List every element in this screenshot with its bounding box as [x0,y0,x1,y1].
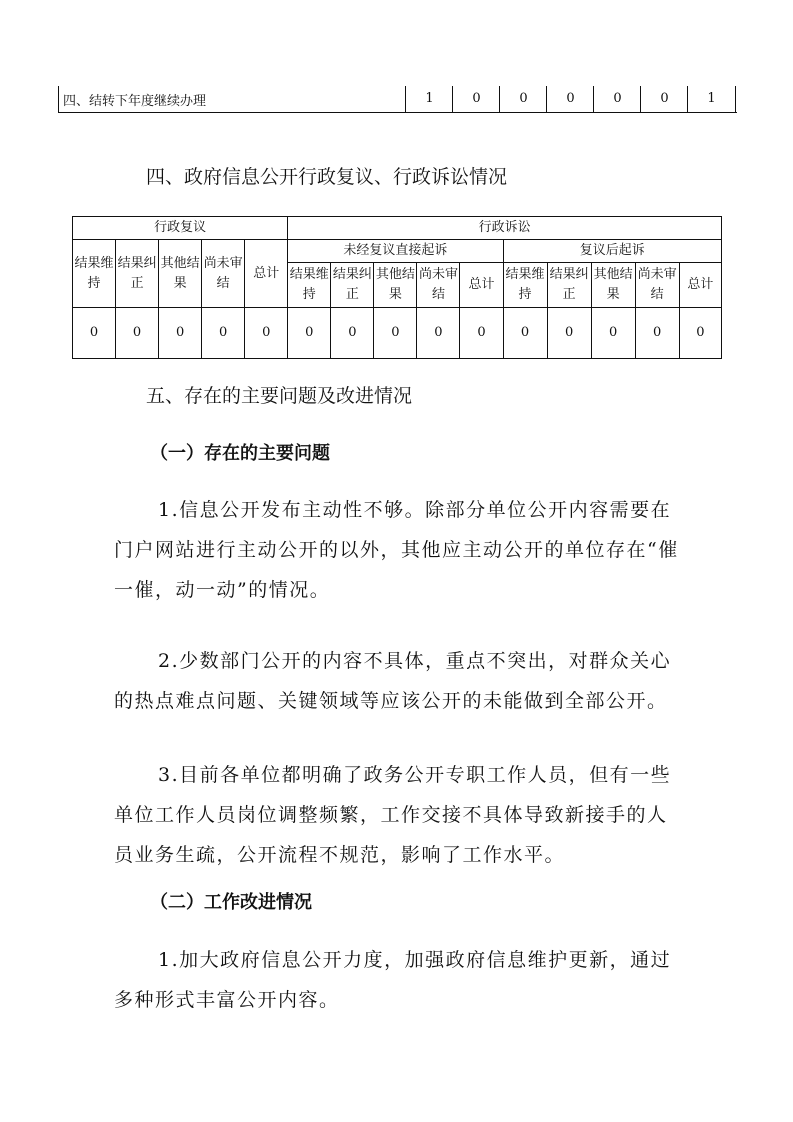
table-cell: 0 [679,308,721,359]
section-4-title: 四、政府信息公开行政复议、行政诉讼情况 [146,166,508,188]
col-header: 总计 [245,240,288,308]
subsection-2-title: （二）工作改进情况 [150,892,312,913]
table-cell: 0 [460,308,503,359]
carry-over-value: 0 [499,86,547,112]
col-header: 结果维持 [503,263,547,308]
table-cell: 0 [159,308,202,359]
col-header: 结果维持 [288,263,331,308]
admin-review-header: 行政复议 [73,217,288,240]
table-cell: 0 [245,308,288,359]
col-header: 总计 [460,263,503,308]
col-header: 结果纠正 [116,240,159,308]
carry-over-value: 0 [593,86,641,112]
problem-text: 1.信息公开发布主动性不够。除部分单位公开内容需要在门户网站进行主动公开的以外，其他应主动公开的单位存在“催一催，动一动”的情况。 [114,499,679,601]
problem-text: 2.少数部门公开的内容不具体，重点不突出，对群众关心的热点难点问题、关键领域等应该公开的未能做到全部公开。 [114,650,672,712]
table-cell: 0 [374,308,417,359]
table-cell: 0 [331,308,374,359]
improvement-paragraph [114,940,684,1020]
table-cell: 0 [116,308,159,359]
col-header: 尚未审结 [635,263,679,308]
subsection-1-title: （一）存在的主要问题 [150,443,330,464]
problem-paragraph [114,490,684,610]
table-cell: 0 [591,308,635,359]
table-cell: 0 [202,308,245,359]
table-cell: 0 [73,308,116,359]
col-header: 结果纠正 [547,263,591,308]
carry-over-value: 0 [640,86,688,112]
col-header: 结果维持 [73,240,116,308]
improvement-text: 1.加大政府信息公开力度，加强政府信息维护更新，通过多种形式丰富公开内容。 [114,949,672,1011]
table-cell: 0 [635,308,679,359]
carry-over-value: 0 [546,86,594,112]
col-header: 其他结果 [159,240,202,308]
section-5-title: 五、存在的主要问题及改进情况 [146,385,413,407]
problem-paragraph [114,641,684,721]
carry-over-value: 1 [405,86,453,112]
direct-suit-header: 未经复议直接起诉 [288,240,503,263]
carry-over-value: 0 [452,86,500,112]
table-row [73,308,722,359]
carry-over-label: 四、结转下年度继续办理 [63,94,207,109]
problem-paragraph [114,755,684,875]
table-cell: 0 [417,308,460,359]
table-cell: 0 [547,308,591,359]
review-litigation-table [72,216,722,359]
col-header: 其他结果 [591,263,635,308]
col-header: 结果纠正 [331,263,374,308]
admin-litigation-header: 行政诉讼 [288,217,722,240]
table-cell: 0 [503,308,547,359]
col-header: 尚未审结 [202,240,245,308]
col-header: 总计 [679,263,721,308]
carry-over-value: 1 [687,86,736,112]
col-header: 其他结果 [374,263,417,308]
problem-text: 3.目前各单位都明确了政务公开专职工作人员，但有一些单位工作人员岗位调整频繁，工作交接不具体导致新接手的人员业务生疏，公开流程不规范，影响了工作水平。 [114,764,672,866]
after-review-suit-header: 复议后起诉 [503,240,721,263]
carry-over-row [58,86,737,113]
table-cell: 0 [288,308,331,359]
col-header: 尚未审结 [417,263,460,308]
